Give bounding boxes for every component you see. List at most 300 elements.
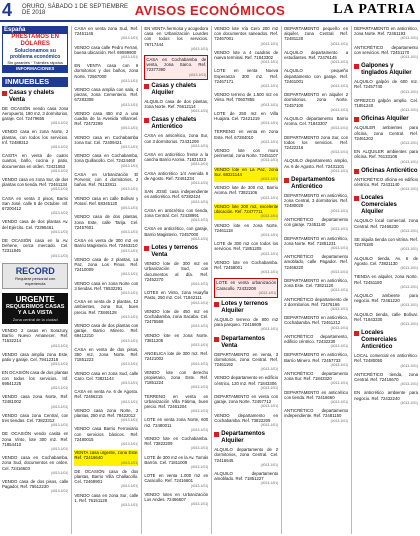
ad-reference: (4013-1/01) [50, 211, 69, 216]
ad-text: VENDO casa en Cochabamba zona Sur. Cel. 72409421 [74, 134, 139, 145]
classified-ad [144, 171, 208, 187]
ad-text: VENDO lote de 450 m2 en Cochabamba, zona Sacaba. Cel. 72475569 [144, 308, 209, 325]
classified-ad [74, 172, 138, 193]
ad-reference: (4013-1/01) [190, 281, 209, 286]
record-subtitle: Requiere personal con experiencia [15, 275, 56, 286]
ad-text: ALQUILO tienda, calle Bolívar. Ref. 71843330 [354, 311, 419, 322]
ad-text: DEPARTAMENTO en venta con garaje, zona Norte. 72457712 [214, 393, 279, 405]
ad-reference: (4013-1/01) [400, 228, 419, 233]
ad-text: VENDO lote a 4 cuadras de nueva terminal. Ref. 71843302 [214, 49, 279, 61]
ad-reference: (4013-1/01) [260, 214, 279, 219]
classified-ad [74, 135, 138, 151]
classified-ad [2, 328, 68, 349]
classified-ad [74, 347, 138, 368]
classified-ad [144, 394, 208, 415]
classified-ad [214, 68, 278, 89]
ad-reference: (4013-1/01) [330, 227, 349, 232]
ad-text: LOTE de 250 m2 en Villa Huajara. Cel. 72421219 [214, 110, 279, 122]
ad-reference: (4013-1/01) [50, 385, 69, 390]
square-bullet-icon [214, 302, 219, 307]
ad-reference: (4013-1/01) [190, 385, 209, 390]
ad-text: VENDO lote en zona Norte. 72461118 [214, 222, 279, 233]
ad-reference: (4013-1/01) [190, 342, 209, 347]
classified-ad [214, 167, 278, 183]
classified-ad [214, 50, 278, 66]
ad-reference: (4013-1/01) [190, 483, 209, 488]
page-number: 4 [2, 0, 13, 20]
ad-reference: (4013-1/01) [120, 78, 139, 83]
ad-text: VENDO casa de dos plantas con garaje, Barrio Minero. Ref. 69412210 [74, 322, 139, 339]
classified-ad [2, 455, 68, 476]
ad-text: LOCAL comercial en anticrético. Ref. 72480050 [354, 353, 419, 364]
ad-reference: (4013-1/01) [330, 84, 349, 89]
ad-reference: (4013-1/01) [400, 187, 419, 192]
ad-text: VENDO casa en Cochabamba, zona Quillacollo. Cel. 72424460 [74, 153, 139, 164]
classified-ad [144, 333, 208, 349]
classified-ad [214, 260, 278, 276]
section-title: AVISOS ECONÓMICOS [134, 2, 286, 18]
urgent-detail: Zona central de la ciudad [12, 316, 58, 322]
classified-ad [74, 299, 138, 320]
category-heading-text: Departamentos Anticrético [291, 177, 335, 191]
ad-reference: (4013-1/01) [50, 489, 69, 494]
ad-reference: (4013-1/01) [400, 159, 419, 164]
category-heading [144, 245, 208, 259]
ad-reference: (4013-1/01) [400, 141, 419, 146]
ad-text: DEPARTAMENTO en anticrético, zona Este. Cel. 73821120 [284, 277, 349, 289]
ad-reference: (4013-1/01) [330, 381, 349, 386]
ad-text: TIENDA en alquiler, zona Norte. Ref. 72451180 [354, 274, 419, 285]
ad-reference: (4013-1/01) [50, 470, 69, 475]
ad-reference: (4013-1/01) [260, 251, 279, 256]
ad-text: CASA en venta de 300 m2 en Barrio Magisterio. Ref. 72463210 [74, 238, 139, 249]
ad-reference: (4013-1/01) [50, 446, 69, 451]
ad-reference: (4013-1/01) [120, 187, 139, 192]
classified-ad [214, 204, 278, 220]
ad-text: EN anticrético ambiente para negocio. Ref. 72432240 [354, 390, 419, 401]
classified-ad [284, 254, 348, 275]
ad-reference: (4013-1/01) [190, 162, 209, 167]
classified-ad [354, 312, 418, 328]
classified-ad [284, 193, 348, 214]
classified-ad [354, 149, 418, 165]
classified-ad [2, 431, 68, 452]
ad-reference: (4013-1/01) [330, 126, 349, 131]
ad-text: CASA en venta de 2 plantas, 12 ambientes, zona Sur, buen precio. Ref. 73846128 [74, 299, 139, 315]
ad-reference: (4013-1/01) [120, 55, 139, 60]
classified-ad [144, 189, 208, 205]
category-heading-text: Departamentos Venta [221, 335, 265, 349]
category-heading [144, 117, 208, 131]
classified-ad [354, 26, 418, 42]
ad-text: CASA en anticrético con tienda, zona Central. Cel. 72438991 [144, 207, 209, 219]
ad-text: CASA en venta Av. 6 de Agosto. Ref. 72466215 [74, 389, 139, 400]
ad-reference: (4013-1/01) [260, 60, 279, 65]
ad-text: EN VENTA casa con 6 dormitorios y dos baños, zona Norte. 72567000 [74, 63, 139, 79]
square-bullet-icon [214, 432, 219, 437]
classified-ad [214, 278, 278, 298]
ad-reference: (4013-1/01) [50, 362, 69, 367]
ad-text: VENDO 2 casas en Sorazury, Barrio Nuevo Amanecer. Ref. 71532214 [2, 327, 69, 344]
ad-text: VENTA casa urgente, zona Este. Ref. 72416640 [74, 450, 139, 461]
ad-text: DEPARTAMENTO en anticrético, zona Central, 3 dormitorios. Ref. 72480020 [284, 193, 349, 209]
classified-ad [144, 261, 208, 287]
ad-reference: (4013-1/01) [50, 121, 69, 126]
category-heading-text: Locales Comerciales Alquiler [361, 195, 397, 216]
classified-ad [2, 196, 68, 217]
square-bullet-icon [354, 331, 359, 336]
ad-text: DEPARTAMENTO pequeño en alquiler, zona Central. Ref. 72481128 [284, 26, 349, 42]
ad-text: VENDO casa de dos pisos, calle Pagador, Ref. 75512230 [2, 478, 69, 490]
masthead [0, 0, 420, 22]
category-heading-text: Galpones y tinglados Alquiler [361, 63, 412, 77]
ad-text: LOTE de 300 m2 con todos los servicios. Ref. 71851205 [214, 241, 279, 252]
ad-text: VENDO departamento en Cochabamba. Ref. 73822205 [214, 412, 279, 423]
classified-columns [2, 26, 418, 534]
ad-text: CASA en venta 3 pisos, Barrio San José, calle 6 de Octubre. Inf. 67200412 [2, 195, 69, 212]
ad-text: VENDO casa de dos plantas, zona Este, calle Tarija. Cel. 72457601 [74, 214, 139, 230]
classified-ad [284, 135, 348, 156]
classified-ad [284, 408, 348, 424]
ad-text: VENDO lote en zona Norte. 73811205 [144, 332, 209, 343]
ad-reference: (4013-1/01) [190, 109, 209, 114]
ad-text: VENDO casa en zona Norte con 3 tiendas. Ref. 76532291 [74, 280, 139, 291]
ad-reference: (4013-1/01) [120, 290, 139, 295]
ad-text: ALQUILO pequeño departamento con garaje. Ref. 72461001 [284, 68, 349, 84]
classified-ad [214, 26, 278, 47]
ad-text: VENDO lote 200 m2, excelente ubicación. Ref. 72477711 [214, 203, 279, 215]
ad-reference: (4013-1/01) [400, 247, 419, 252]
ad-reference: (4013-1/01) [120, 460, 139, 465]
column-3 [141, 26, 208, 534]
column-4 [211, 26, 278, 534]
ad-reference: (4013-1/01) [190, 361, 209, 366]
ad-reference: (4013-1/01) [258, 290, 277, 295]
ad-reference: (4013-1/01) [260, 481, 279, 486]
ad-reference: (4013-1/01) [330, 344, 349, 349]
classified-ad [214, 447, 278, 468]
ad-text: VENDO casa calle Pedro Ferrari, buena ubicación. Ref. 69599900 [74, 44, 139, 55]
classified-ad [214, 375, 278, 391]
classified-ad [2, 177, 68, 193]
ad-reference: (4013-1/01) [400, 363, 419, 368]
ad-text: LOTES en Vinto, zona Huayña Pasto, 250 m2. Cel. 71842111 [144, 290, 209, 301]
loan-advertisement [2, 26, 68, 73]
classified-ad [2, 106, 68, 127]
ad-reference: (4013-1/01) [120, 314, 139, 319]
classified-ad [354, 177, 418, 193]
ad-text: DE OCASIÓN vendo casa zona Aeropuerto, 180 m2, 3 dormitorios, garaje. Cel. 72479655 [2, 105, 69, 122]
ad-reference: (4013-1/01) [120, 36, 139, 41]
ad-text: ALQUILO tienda, Av. 6 de Agosto. Cel. 73821130 [354, 255, 419, 266]
classified-ad [74, 389, 138, 405]
ad-reference: (4013-1/01) [260, 121, 279, 126]
ad-reference: (4013-1/01) [330, 269, 349, 274]
ad-reference: (4013-1/01) [190, 300, 209, 305]
category-heading-text: Locales Comerciales Anticrético [361, 330, 397, 351]
classified-ad [354, 293, 418, 309]
classified-ad [214, 129, 278, 145]
square-bullet-icon [144, 84, 149, 89]
category-heading-text: Casas y chalets Venta [9, 89, 55, 103]
ad-text: EN OCASIÓN casa de dos plantas con todos los servicios. Inf. 69541225 [2, 370, 69, 386]
classified-ad [74, 214, 138, 235]
ad-text: DE OCASIÓN casa de dos plantas, Barrio Villa Challacollo. Cel. 72469901 [74, 468, 139, 485]
classified-ad [144, 152, 208, 168]
classified-ad [284, 352, 348, 368]
ad-reference: (4013-1/01) [50, 423, 69, 428]
classified-ad [74, 426, 138, 447]
ad-reference: (4013-1/01) [260, 41, 279, 46]
category-heading [144, 83, 208, 97]
ad-text: ANTICRÉTICO departamento, edificio céntrico. 72432230 [284, 333, 349, 344]
classified-ad [74, 469, 138, 490]
classified-ad [144, 55, 208, 80]
ad-text: DEPARTAMENTO en anticrético, zona Norte. Ref. 71851231 [284, 235, 349, 246]
ad-text: VENDO terreno de 1.500 m2 en Vinto. Ref. 70607855 [214, 92, 279, 103]
ad-text: TERRENO en venta en Urbanización Villa Fátima, buen precio. Ref. 72461204 [144, 393, 209, 409]
ad-reference: (4013-1/01) [330, 306, 349, 311]
classified-ad [74, 45, 138, 61]
classified-ad [2, 479, 68, 495]
category-heading-text: Oficinas Alquiler [361, 116, 409, 123]
category-heading [354, 195, 418, 216]
ad-reference: (4013-1/01) [330, 60, 349, 65]
ad-reference: (4013-1/01) [120, 272, 139, 277]
ad-text: LOTE en venta zona Norte, 600 m2. 72480011 [144, 417, 209, 428]
ad-text: VENDO lote con muro perimetral, zona Norte. 72451107 [214, 148, 279, 159]
ad-text: ANTICRÉTICO departamento amoblado, calle Pagador. Ref. 72466220 [284, 254, 349, 270]
ad-reference: (4013-1/01) [260, 195, 279, 200]
dateline: ORURO, SÁBADO 1 DE SEPTIEMBRE DE 2018 [22, 4, 129, 16]
promo-footer: INFORMACIONES [3, 65, 67, 72]
ad-text: VENDO lotes en Urbanización Los Andes. 72466607 [144, 491, 209, 503]
ad-reference: (4013-1/01) [190, 324, 209, 329]
ad-reference: (4013-1/01) [120, 484, 139, 489]
ad-text: VENDO casa de 2 plantas, La Paz, zona Los Pinos. Ref. 72410009 [74, 256, 139, 273]
ad-text: CASA en venta zona Sud, Ref. 72451145 [74, 26, 139, 37]
ad-reference: (4013-1/01) [50, 145, 69, 150]
ad-text: ANTICRÉTICO oficina en edificio céntrico. Ref. 72431140 [354, 176, 419, 188]
classified-ad [74, 111, 138, 132]
classified-ad [214, 111, 278, 127]
ad-text: ALQUILO departamento amoblado. Ref. 71851227 [214, 471, 279, 482]
classified-ad [214, 185, 278, 201]
classified-ad [2, 219, 68, 235]
advertiser-logo: España [3, 27, 67, 34]
ad-text: VENDO casa zona Central, con tres tiendas. Cel. 73823312 [2, 412, 69, 423]
ad-reference: (4013-1/01) [260, 422, 279, 427]
ad-text: VENDO casa de dos plantas Av. del Ejército. Cel. 72395461 [2, 219, 69, 230]
ad-text: VENDO lote en Cochabamba. Ref. 73822209 [144, 435, 209, 447]
ad-text: VENDO casa en zona Sud, calle Caro. Cel. 73821144 [74, 370, 139, 381]
classified-ad [284, 315, 348, 331]
ad-reference: (4013-1/01) [330, 362, 349, 367]
classified-ad [284, 297, 348, 313]
ad-text: ANTICRÉTICO departamento con servicios. Ref. 72451170 [354, 44, 419, 55]
urgent-advertisement [2, 293, 68, 324]
category-heading-text: Lotes y terrenos Alquiler [221, 300, 268, 314]
ad-reference: (4013-1/01) [120, 442, 139, 447]
ad-text: VENDO casa en Cochabamba, zona Sud, documentos en orden. Cel. 72416603 [2, 455, 69, 471]
ad-reference: (4013-1/01) [120, 399, 139, 404]
category-heading [354, 168, 418, 175]
ad-reference: (4013-1/01) [260, 232, 279, 237]
ad-reference: (4013-1/01) [330, 418, 349, 423]
ad-text: ANTICRÉTICO departamento de 2 dormitorios. Ref. 72476166 [284, 296, 349, 307]
ad-text: ALQUILO departamento de 2 dormitorios, zona Central. Cel. 72416645 [214, 447, 279, 463]
ad-reference: (4013-1/01) [190, 218, 209, 223]
classified-ad [144, 290, 208, 306]
ad-text: CASA en venta de dos pisos, 350 m2, zona Norte. Ref. 71851223 [74, 346, 139, 363]
classified-ad [2, 394, 68, 410]
ad-reference: (4013-1/01) [190, 199, 209, 204]
ad-text: VENDO lote Vía Cero 200 m2 con documentos saneados. Ref. 72467001 [214, 26, 279, 42]
classified-ad [284, 158, 348, 174]
column-6 [351, 26, 418, 534]
ad-reference: (4013-1/01) [120, 229, 139, 234]
classified-ad [74, 26, 138, 42]
section-banner: INMUEBLES [2, 77, 68, 86]
category-heading [2, 90, 68, 104]
ad-text: DEPARTAMENTO en venta, 3 dormitorios, zona Central. Ref. 72461192 [214, 351, 279, 367]
ad-text: DEPARTAMENTO en anticrético, Barrio Minero. Ref. 72457733 [284, 352, 349, 363]
square-bullet-icon [2, 91, 7, 96]
ad-text: SAN JOSÉ casa independiente en anticrético. Ref. 67282424 [144, 189, 209, 200]
ad-reference: (4013-1/01) [260, 139, 279, 144]
ad-reference: (4013-1/01) [188, 72, 207, 77]
ad-reference: (4013-1/01) [400, 284, 419, 289]
urgent-title: URGENTE [15, 294, 55, 304]
ad-reference: (4013-1/01) [260, 84, 279, 89]
classified-ad [144, 436, 208, 452]
column-1 [2, 26, 68, 534]
ad-reference: (4013-1/01) [120, 418, 139, 423]
classified-ad [144, 351, 208, 367]
ad-reference: (4013-1/01) [190, 46, 209, 51]
ad-reference: (4013-1/01) [330, 150, 349, 155]
classified-ad [214, 413, 278, 429]
ad-reference: (4013-1/01) [120, 163, 139, 168]
ad-reference: (4013-1/01) [190, 236, 209, 241]
ad-text: DE OCASIÓN casa en la Av. Dehene, cerca mercado. Cel. 72311845 [2, 238, 69, 254]
promo-detail: Sin garantes · Trámites rápidos [7, 60, 63, 66]
ad-text: DEPARTAMENTO en anticrético, Cochabamba. Ref. 72461212 [284, 315, 349, 326]
ad-text: ALQUILO local comercial, zona Central. Ref. 72466230 [354, 218, 419, 229]
classified-ad [144, 492, 208, 508]
ad-reference: (4013-1/01) [190, 427, 209, 432]
ad-text: ALQUILO departamento Barrio Aroma. Cel. 71843307 [284, 116, 349, 127]
column-5 [281, 26, 348, 534]
classified-ad [2, 413, 68, 429]
ad-text: DE OCASIÓN vendo casita en zona Vinto, lote 300 m2. Ref. 71854410 [2, 431, 69, 447]
classified-ad [144, 417, 208, 433]
classified-ad [214, 241, 278, 257]
classified-ad [284, 50, 348, 66]
ad-reference: (4013-1/01) [330, 107, 349, 112]
ad-text: CASA anticrético 1/4 Avenida 6 de Agosto. Ref. 72461234 [144, 170, 209, 181]
ad-reference: (4013-1/01) [120, 145, 139, 150]
ad-text: CASA en anticrético frente a la cancha Barrio Aroma. 71821023 [144, 152, 209, 163]
ad-text: ANTICRÉTICO departamento independiente. Ref. 72481150 [284, 408, 349, 419]
ad-reference: (4013-1/01) [50, 404, 69, 409]
ad-text: VENDO casa zona Norte, 2 plantas, 250 m2. Ref. 78422012 [74, 407, 139, 418]
classified-ad [144, 99, 208, 115]
ad-text: VENDO casa en zona Sur, calle 1. Ref. 76151128 [74, 492, 139, 503]
ad-reference: (4013-1/01) [50, 229, 69, 234]
ad-text: ANTICRÉTICO departamento con garaje. 72451140 [284, 216, 349, 228]
classified-ad [214, 148, 278, 164]
ad-reference: (4013-1/01) [50, 343, 69, 348]
classified-ad [74, 238, 138, 254]
ad-reference: (4013-1/01) [330, 245, 349, 250]
ad-reference: (4013-1/01) [120, 248, 139, 253]
classified-ad [284, 390, 348, 406]
ad-reference: (4013-1/01) [400, 303, 419, 308]
record-title: RECORD [15, 265, 55, 276]
classified-ad [354, 353, 418, 369]
category-heading [354, 63, 418, 77]
ad-reference: (4013-1/01) [400, 400, 419, 405]
category-heading-text: Casas y chalets Alquiler [151, 82, 197, 96]
promo-headline: PRÉSTAMOS EN DÓLARES [11, 34, 59, 48]
ad-text: CASITA en venta de cuatro cuartos, baño, cocina y patio, documentos en orden. 72421553 [2, 153, 69, 169]
classified-ad [74, 63, 138, 84]
ad-text: VENDO lote en La Paz, zona Sur. 68321144 [214, 166, 279, 177]
classified-ad [354, 125, 418, 146]
ad-text: ALQUILO departamento amplio, Av. 6 de Agosto. Ref. 72431101 [284, 158, 349, 169]
category-heading-text: Departamentos Alquiler [221, 431, 265, 445]
ad-text: VENDO casa amplia zona Este, patio y garaje. Cel. 79412318 [2, 351, 69, 362]
ad-reference: (4013-1/01) [260, 462, 279, 467]
column-2 [71, 26, 138, 534]
classified-ad [354, 372, 418, 388]
classified-ad [74, 257, 138, 278]
ad-reference: (4013-1/01) [260, 270, 279, 275]
ad-reference: (4013-1/01) [190, 465, 209, 469]
square-bullet-icon [354, 169, 359, 174]
ad-reference: (4013-1/01) [260, 385, 279, 390]
ad-text: LOTE de 300 m2 en la Av. Tomás Barrón. Cel. 71811009 [144, 454, 209, 465]
ad-reference: (4013-1/01) [260, 158, 279, 163]
ad-reference: (4013-1/01) [50, 253, 69, 258]
ad-reference: (4013-1/01) [330, 208, 349, 213]
classified-ad [2, 238, 68, 259]
classified-ad [2, 352, 68, 368]
ad-reference: (4013-1/01) [400, 55, 419, 60]
ad-text: ALQUILO ambiente para negocio. Ref. 72461220 [354, 292, 419, 304]
ad-text: CASA en Cochabamba de venta, zona Sarco. Ref. 72377390 [146, 57, 207, 73]
classified-ad [144, 226, 208, 242]
classified-ad [284, 236, 348, 252]
ad-text: LOTE en venta urbanización Caracollo. 72432208 [216, 280, 277, 291]
square-bullet-icon [354, 196, 359, 201]
ad-text: TERRENO en venta en zona Este. Ref. 67284010 [214, 129, 279, 140]
ad-reference: (4013-1/01) [120, 503, 139, 508]
ad-reference: (4013-1/01) [260, 404, 279, 409]
classified-ad [144, 26, 208, 52]
ad-text: OFREZCO galpón amplio. Cel. 71851240 [354, 97, 419, 109]
classified-ad [284, 371, 348, 387]
ad-text: VENDO lote con derecho propietario, zona Este. Ref. 71851224 [144, 369, 209, 386]
classified-ad [284, 26, 348, 47]
ad-reference: (4013-1/01) [260, 102, 279, 107]
ad-text: DEPARTAMENTO en anticrético, zona Norte. Ref. 72461193 [354, 26, 419, 37]
ad-text: ALQUILO casa de dos plantas, zona Norte. Ref. 76612114 [144, 98, 209, 110]
category-heading [354, 116, 418, 123]
classified-ad [214, 317, 278, 333]
square-bullet-icon [144, 118, 149, 123]
